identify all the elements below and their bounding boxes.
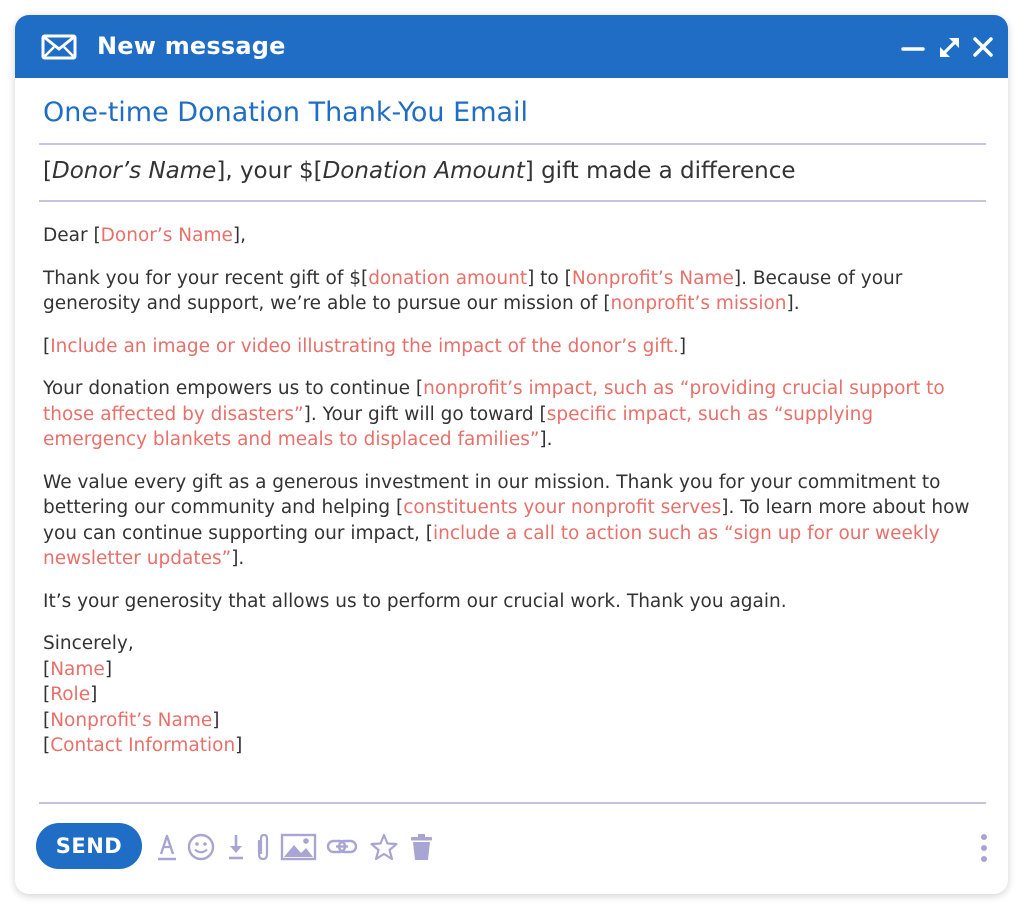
- close-icon[interactable]: [969, 31, 997, 61]
- divider: [39, 200, 986, 202]
- message-body[interactable]: [43, 223, 978, 759]
- body-text: ]. Your gift will go toward [: [303, 403, 547, 425]
- more-vertical-icon[interactable]: [977, 832, 991, 866]
- body-text: ]. To learn more about how you can continue supporting our impact, [: [43, 497, 970, 544]
- title-bar: [15, 15, 1008, 78]
- body-text: ].: [539, 429, 553, 450]
- signature-name: [43, 657, 978, 683]
- greeting: [43, 223, 978, 249]
- placeholder: constituents your nonprofit serves: [403, 497, 722, 518]
- body-text: [: [43, 684, 51, 705]
- placeholder: specific impact, such as “supplying emergency blankets and meals to displaced families”: [43, 403, 874, 450]
- body-text: ].: [786, 293, 800, 314]
- paragraph-impact: [43, 376, 978, 453]
- mail-icon: [41, 34, 77, 64]
- body-text: ]: [235, 735, 243, 756]
- body-text: ],: [232, 225, 246, 246]
- paragraph-value: [43, 470, 978, 572]
- expand-icon[interactable]: [935, 31, 963, 61]
- body-text: ].: [231, 548, 245, 569]
- body-text: ]: [212, 709, 220, 731]
- placeholder: donation amount: [368, 267, 528, 289]
- placeholder: Include an image or video illustrating the impact of the donor’s gift.: [50, 335, 679, 357]
- body-text: We value every gift as a generous investment in our mission. Thank you for your commitment to bettering our community and helping [: [43, 471, 941, 518]
- body-text: ]: [104, 658, 113, 680]
- placeholder: Nonprofit’s Name: [50, 709, 213, 731]
- body-text: Thank you for your recent gift of $[: [43, 267, 369, 289]
- placeholder: Donor’s Name: [100, 225, 233, 246]
- body-text: [: [43, 709, 51, 731]
- placeholder: Name: [50, 658, 105, 680]
- signature-block: [43, 631, 978, 759]
- link-icon[interactable]: [326, 832, 360, 862]
- compose-window: [15, 15, 1008, 894]
- signature-role: [43, 682, 978, 708]
- paragraph-thanks: [43, 266, 978, 317]
- placeholder: nonprofit’s impact, such as “providing crucial support to those affected by disasters”: [43, 378, 945, 425]
- signature-org: [43, 708, 978, 734]
- body-text: ]: [90, 684, 98, 705]
- body-text: Your donation empowers us to continue [: [43, 378, 424, 399]
- send-button[interactable]: SEND: [36, 823, 142, 869]
- placeholder: Role: [50, 684, 91, 705]
- subject-text: ], your $[: [216, 158, 323, 184]
- emoji-icon[interactable]: [186, 832, 216, 862]
- paragraph-closing: It’s your generosity that allows us to perform our crucial work. Thank you again.: [43, 590, 787, 612]
- subject-text: [: [43, 158, 52, 184]
- trash-icon[interactable]: [407, 832, 437, 862]
- text-format-icon[interactable]: [154, 832, 184, 862]
- placeholder: Contact Information: [50, 735, 236, 756]
- signoff: Sincerely,: [43, 633, 134, 654]
- subject-donation-amount: Donation Amount: [322, 158, 525, 184]
- paragraph-media: [43, 334, 978, 360]
- body-text: [: [43, 335, 51, 357]
- placeholder: nonprofit’s mission: [610, 293, 787, 314]
- subject-donor-name: Donor’s Name: [51, 158, 217, 184]
- divider: [39, 802, 986, 804]
- signature-contact: [43, 733, 978, 759]
- subject-line[interactable]: [43, 158, 796, 184]
- subject-text: ] gift made a difference: [524, 158, 796, 184]
- minimize-icon[interactable]: [899, 31, 927, 61]
- attachment-icon[interactable]: [249, 832, 279, 862]
- placeholder: Nonprofit’s Name: [571, 267, 734, 289]
- body-text: [: [43, 658, 51, 680]
- body-text: ] to [: [527, 267, 572, 289]
- body-text: ]: [678, 335, 687, 357]
- divider: [39, 143, 986, 145]
- body-text: ]. Because of your generosity and support, we’re able to pursue our mission of [: [43, 267, 903, 314]
- email-heading: One-time Donation Thank-You Email: [43, 97, 529, 128]
- placeholder: include a call to action such as “sign up for our weekly newsletter updates”: [43, 522, 940, 569]
- compose-toolbar: [15, 820, 1008, 880]
- window-title: New message: [97, 32, 286, 60]
- image-icon[interactable]: [280, 832, 318, 862]
- body-text: [: [43, 735, 51, 756]
- star-icon[interactable]: [369, 832, 399, 862]
- body-text: Dear [: [43, 225, 101, 246]
